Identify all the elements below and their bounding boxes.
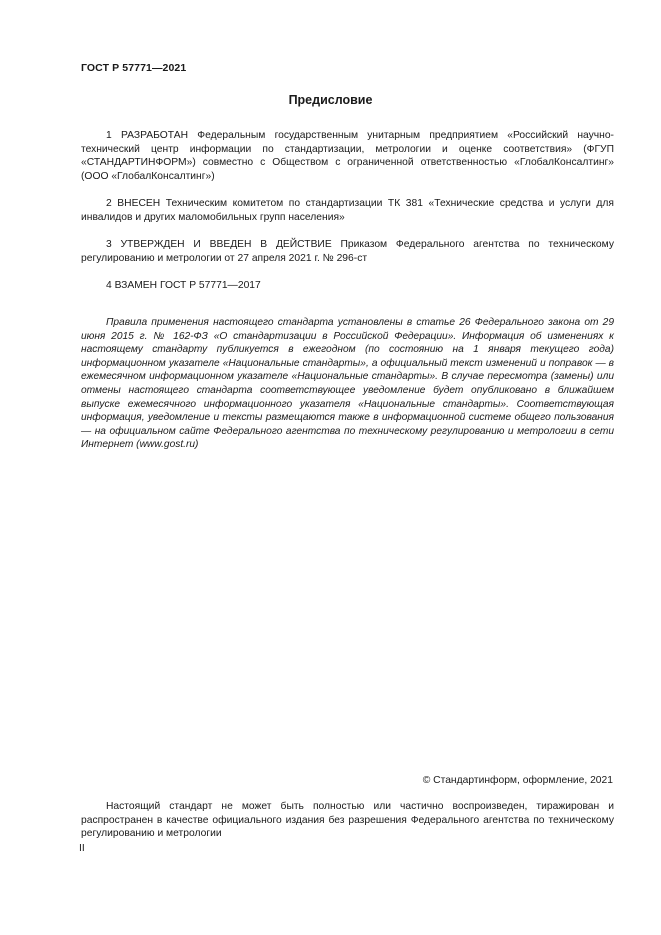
paragraph-approved bbox=[81, 238, 614, 265]
page-title: Предисловие bbox=[288, 93, 373, 107]
paragraph-introduced-by bbox=[81, 197, 614, 224]
paragraph-text: 2 ВНЕСЕН Техническим комитетом по стандартизации ТК 381 «Технические средства и услуги для инвалидов и других маломобильных групп населения» bbox=[81, 198, 614, 223]
standard-code: ГОСТ Р 57771—2021 bbox=[81, 62, 187, 74]
paragraph-developed-by bbox=[81, 129, 614, 183]
paragraph-replaces bbox=[81, 279, 614, 293]
application-rules-note bbox=[81, 316, 614, 452]
paragraph-text: 3 УТВЕРЖДЕН И ВВЕДЕН В ДЕЙСТВИЕ Приказом Федерального агентства по техническому регулированию и метрологии от 27 апреля 2021 г. № 296-ст bbox=[81, 239, 614, 264]
notice-text: Настоящий стандарт не может быть полностью или частично воспроизведен, тиражирован и распространен в качестве официального издания без разрешения Федерального агентства по техническому регулированию и метрологии bbox=[81, 801, 614, 840]
paragraph-text: 1 РАЗРАБОТАН Федеральным государственным унитарным предприятием «Российский научно-технический центр информации по стандартизации, метрологии и оценке соответствия» (ФГУП «СТАНДАРТИНФОРМ») совместно с Обществом с ограниченной ответственностью «ГлобалКонсалтинг» (ООО «ГлобалКонсалтинг») bbox=[81, 130, 614, 182]
reproduction-notice bbox=[81, 800, 614, 841]
paragraph-text: 4 ВЗАМЕН ГОСТ Р 57771—2017 bbox=[106, 280, 261, 291]
note-text: Правила применения настоящего стандарта установлены в статье 26 Федерального закона от 29 июня 2015 г. № 162-ФЗ «О стандартизации в Российской Федерации». Информация об изменениях к настоящему стандарту публикуется в ежегодном (по состоянию на 1 января текущего года) информационном указателе «Национальные стандарты», а официальный текст изменений и поправок — в ежемесячном информационном указателе «Национальные стандарты». В случае пересмотра (замены) или отмены настоящего стандарта соответствующее уведомление будет опубликовано в ближайшем выпуске ежемесячного информационного указателя «Национальные стандарты». Соответствующая информация, уведомление и тексты размещаются также в информационной системе общего пользования — на официальном сайте Федерального агентства по техническому регулированию и метрологии в сети Интернет (www.gost.ru) bbox=[81, 317, 614, 451]
copyright-line: © Стандартинформ, оформление, 2021 bbox=[422, 775, 613, 786]
page-number: II bbox=[79, 843, 85, 854]
